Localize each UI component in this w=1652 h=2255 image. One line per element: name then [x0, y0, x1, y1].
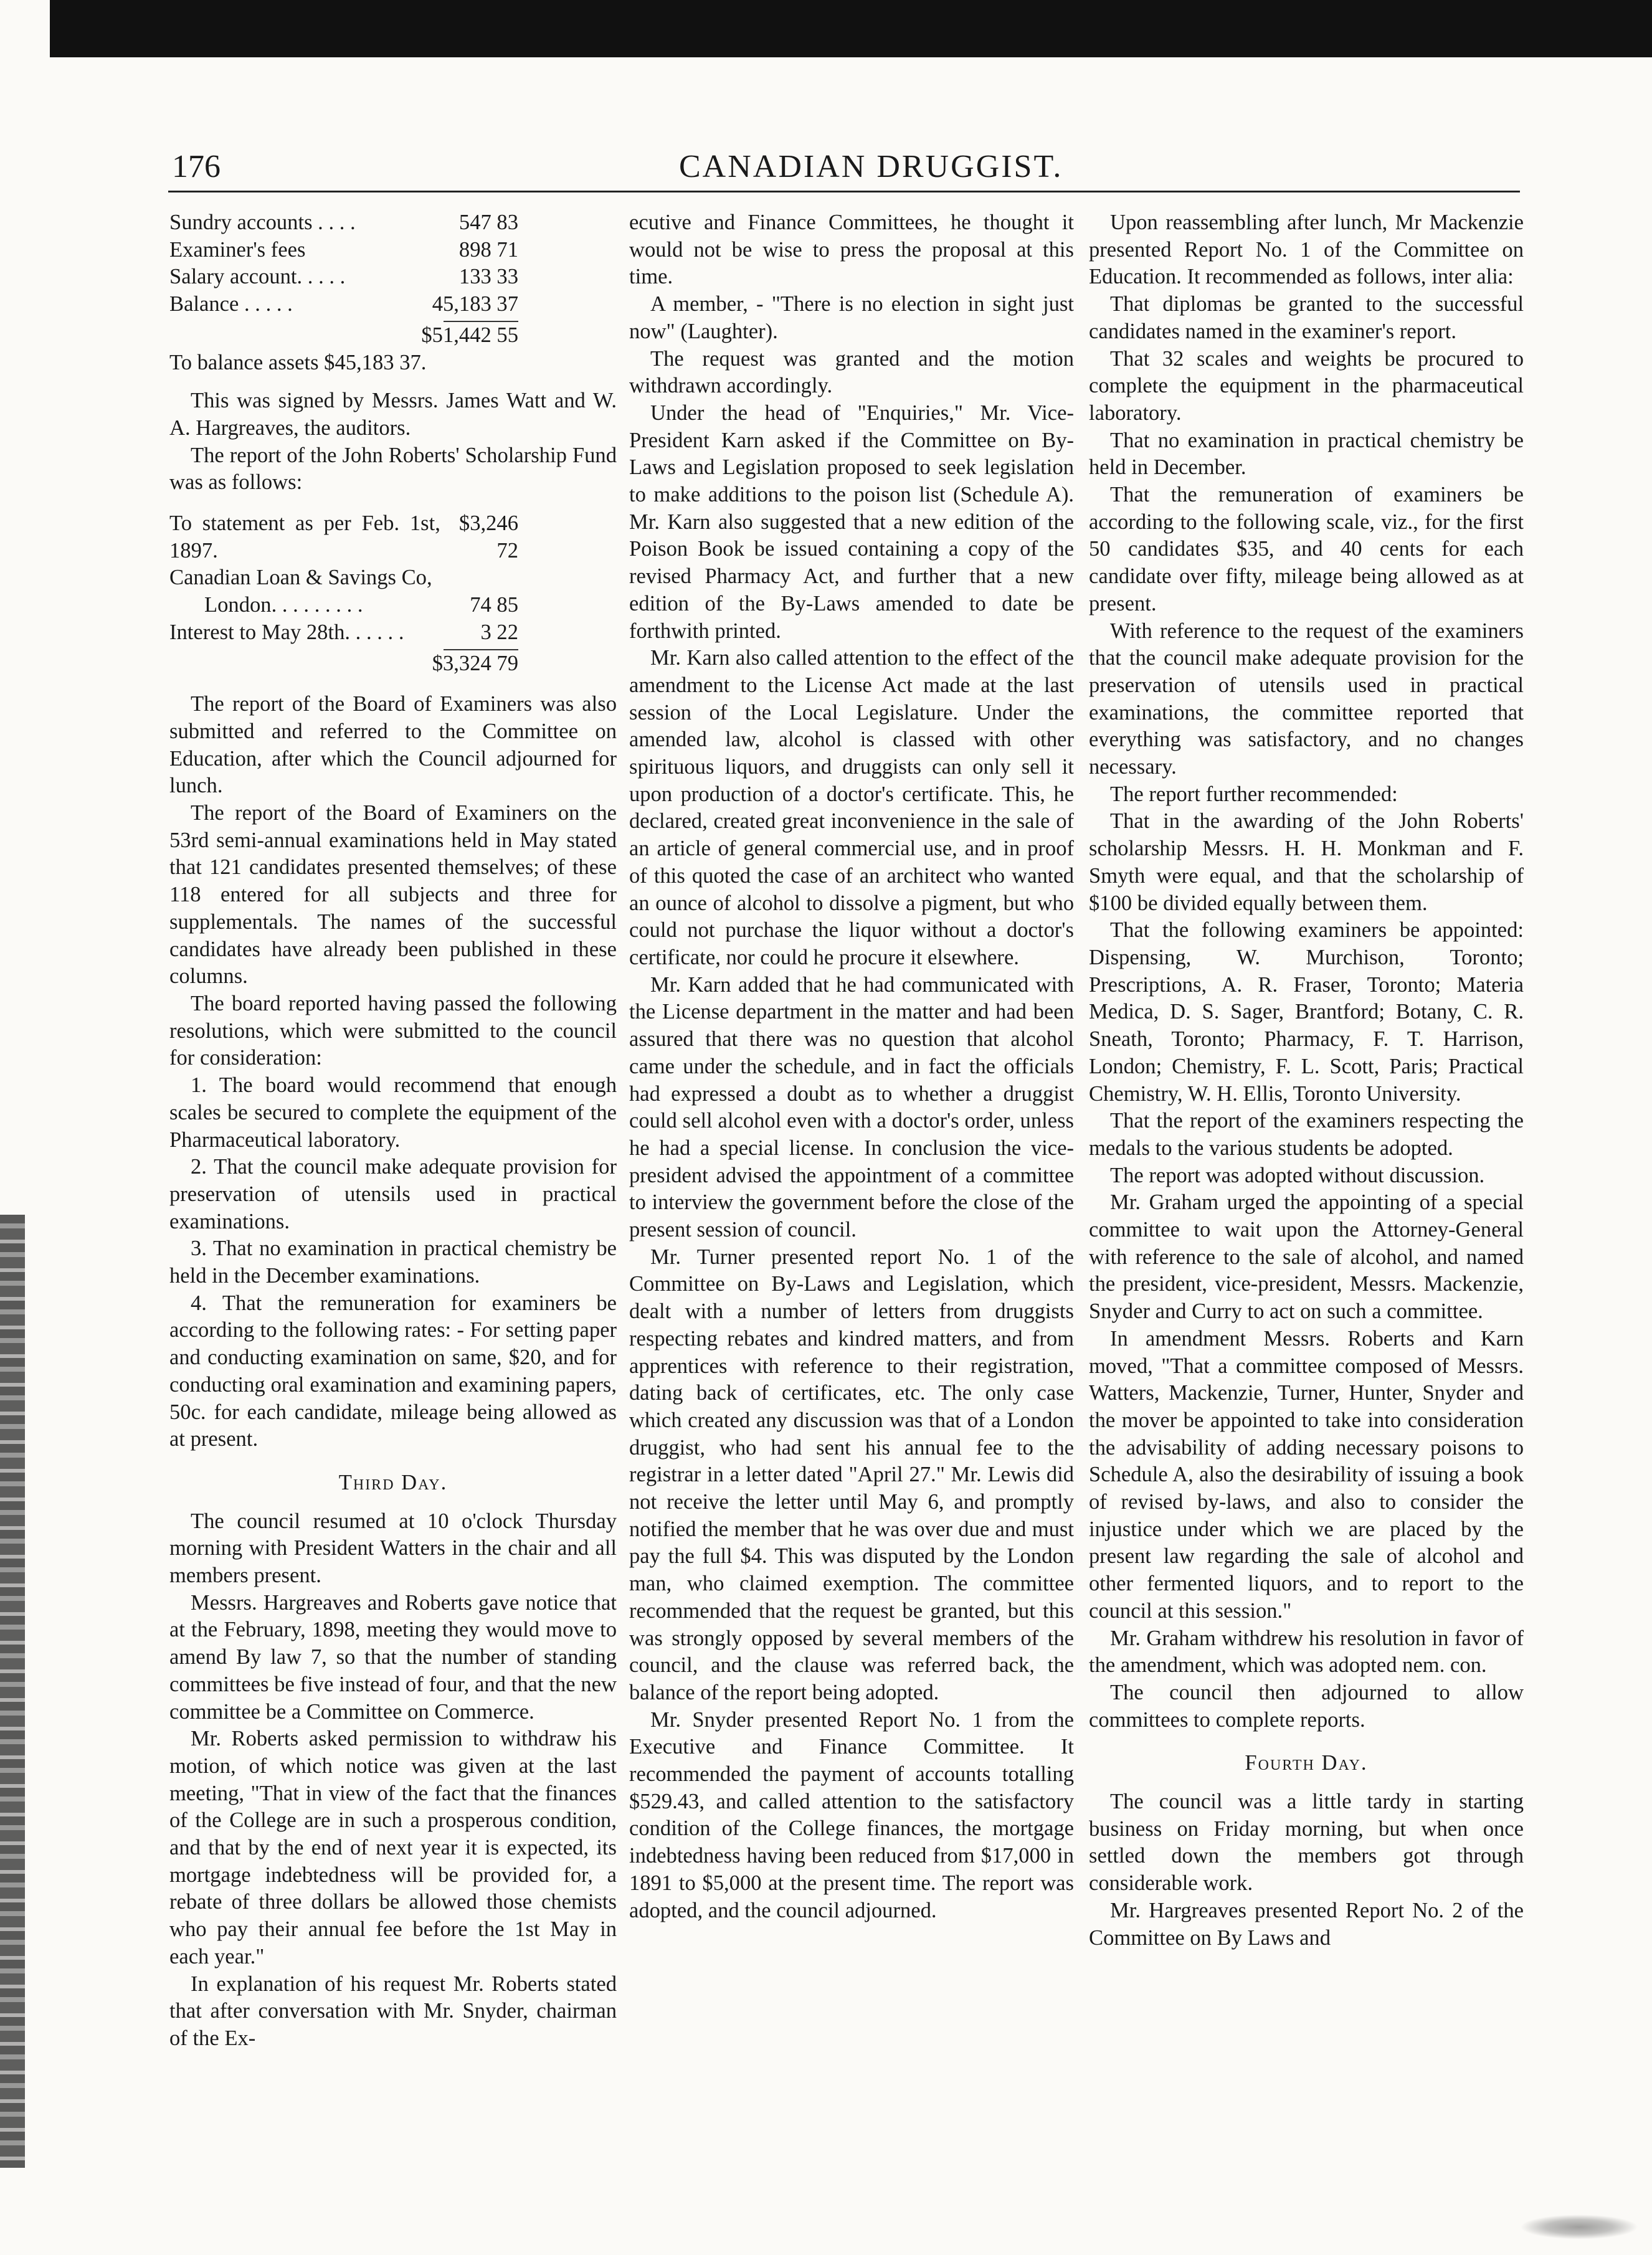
paragraph: With reference to the request of the examiners that the council make adequate provision for the preservation of utensils used in practical examinations, the committee reported that everything was satisfactory, and no changes necessary. [1089, 619, 1524, 779]
account-row: Salary account. . . . . 133 33 [169, 265, 518, 289]
fund-row: To statement as per Feb. 1st, 1897. $3,246 72 [169, 511, 518, 563]
paragraph: ecutive and Finance Committees, he thought it would not be wise to press the proposal at this time. [629, 211, 1074, 289]
fund-row: Canadian Loan & Savings Co, [169, 566, 432, 590]
paragraph: Mr. Turner presented report No. 1 of the Committee on By-Laws and Legislation, which dealt with a number of letters from druggists respecting rebates and kindred matters, and from apprentices with reference to their registration, dating back of certificates, etc. The only case which created any discussion was that of a London druggist, who had sent his annual fee to the registrar in a letter dated "April 27." Mr. Lewis did not receive the letter until May 6, and promptly notified the member that he was over due and must pay the full $4. This was disputed by the London man, who claimed exemption. The committee recommended that the request be granted, but this was strongly opposed by several members of the council, and the clause was referred back, the balance of the report being adopted. [629, 1245, 1074, 1704]
column-middle [629, 209, 1074, 1924]
paragraph: That 32 scales and weights be procured to complete the equipment in the pharmaceutical laboratory. [1089, 346, 1524, 425]
paragraph: 1. The board would recommend that enough scales be secured to complete the equipment of the Pharmaceutical laboratory. [169, 1073, 617, 1152]
paragraph: Mr. Hargreaves presented Report No. 2 of the Committee on By Laws and [1089, 1898, 1524, 1950]
paragraph: 2. That the council make adequate provision for preservation of utensils used in practical examinations. [169, 1155, 617, 1233]
column-right [1089, 209, 1524, 1952]
section-heading-third-day: Third Day. [338, 1470, 448, 1494]
scan-top-border [50, 0, 1652, 57]
paragraph: Mr. Karn also called attention to the effect of the amendment to the License Act made at the last session of the Local Legislature. Under the amended law, alcohol is classed with other spirituous liquors, and druggists can only sell it upon production of a doctor's certificate. This, he declared, created great inconvenience in the sale of an article of general commercial use, and in proof of this quoted the case of an architect who wanted an ounce of alcohol to dissolve a pigment, but who could not purchase the liquor without a doctor's certificate, nor could he procure it elsewhere. [629, 646, 1074, 969]
paragraph: 3. That no examination in practical chemistry be held in the December examinations. [169, 1237, 617, 1288]
paragraph: The board reported having passed the following resolutions, which were submitted to the council for consideration: [169, 991, 617, 1070]
paragraph: That the remuneration of examiners be according to the following scale, viz., for the first 50 candidates $35, and 40 cents for each candidate over fifty, mileage being allowed as at present. [1089, 483, 1524, 615]
paragraph: That no examination in practical chemistry be held in December. [1089, 428, 1524, 480]
paragraph: That the following examiners be appointed: Dispensing, W. Murchison, Toronto; Prescriptions, A. R. Fraser, Toronto; Materia Medica, D. S. Sager, Brantford; Botany, C. R. Sneath, Toronto; Pharmacy, F. T. Harrison, London; Chemistry, F. L. Scott, Paris; Practical Chemistry, W. H. Ellis, Toronto University. [1089, 918, 1524, 1106]
paragraph: The report of the Board of Examiners was also submitted and referred to the Committee on Education, after which the Council adjourned for lunch. [169, 692, 617, 798]
running-title: CANADIAN DRUGGIST. [679, 149, 1063, 184]
paragraph: 4. That the remuneration for examiners be according to the following rates: - For setting paper and conducting examination on same, $20, and for conducting oral examination and examining papers, 50c. for each candidate, mileage being allowed as at present. [169, 1291, 617, 1451]
fund-table [169, 510, 518, 677]
paragraph: Mr. Graham withdrew his resolution in favor of the amendment, which was adopted nem. con. [1089, 1626, 1524, 1678]
paragraph: Mr. Snyder presented Report No. 1 from the Executive and Finance Committee. It recommended the payment of accounts totalling $529.43, and called attention to the satisfactory condition of the College finances, the mortgage indebtedness having been reduced from $17,000 in 1891 to $5,000 at the present time. The report was adopted, and the council adjourned. [629, 1707, 1074, 1922]
paragraph: The report of the Board of Examiners on the 53rd semi-annual examinations held in May stated that 121 candidates presented themselves; of these 118 entered for all subjects and three for supplementals. The names of the successful candidates have already been published in these columns. [169, 801, 617, 989]
fund-row: London. . . . . . . . . 74 85 [204, 593, 518, 617]
paragraph: The report of the John Roberts' Scholarship Fund was as follows: [169, 443, 617, 495]
paragraph: That the report of the examiners respecting the medals to the various students be adopted. [1089, 1109, 1524, 1160]
scan-binding-edge [0, 1215, 25, 2168]
paragraph: This was signed by Messrs. James Watt and W. A. Hargreaves, the auditors. [169, 389, 617, 440]
section-heading-fourth-day: Fourth Day. [1245, 1751, 1368, 1775]
paragraph: Mr. Karn added that he had communicated with the License department in the matter and had been assured that there was no question that alcohol came under the schedule, and in fact the officials had expressed a doubt as to whether a druggist could sell alcohol even with a doctor's order, unless he had a special license. In conclusion the vice-president advised the appointment of a committee to interview the government before the close of the present session of council. [629, 972, 1074, 1242]
paragraph: Messrs. Hargreaves and Roberts gave notice that at the February, 1898, meeting they would move to amend By law 7, so that the number of standing committees be five instead of four, and that the new committee be a Committee on Commerce. [169, 1590, 617, 1724]
scan-smudge [1520, 2215, 1638, 2239]
account-row: Examiner's fees 898 71 [169, 237, 518, 262]
fund-total: $3,324 79 [432, 651, 518, 675]
account-row: Balance . . . . . 45,183 37 [169, 292, 518, 316]
paragraph: The report further recommended: [1110, 782, 1398, 806]
paragraph: The council then adjourned to allow committees to complete reports. [1089, 1680, 1524, 1732]
account-row: Sundry accounts . . . . 547 83 [169, 211, 518, 234]
paragraph: The council resumed at 10 o'clock Thursday morning with President Watters in the chair and all members present. [169, 1509, 617, 1588]
paragraph: In explanation of his request Mr. Roberts stated that after conversation with Mr. Snyder, chairman of the Ex- [169, 1972, 617, 2050]
paragraph: The report was adopted without discussion. [1110, 1163, 1485, 1187]
column-left [169, 209, 617, 2053]
accounts-total: $51,442 55 [421, 323, 518, 347]
paragraph: The council was a little tardy in starting business on Friday morning, but when once settled down the members got through considerable work. [1089, 1790, 1524, 1896]
header-rule [168, 191, 1520, 192]
fund-row: Interest to May 28th. . . . . . 3 22 [169, 620, 518, 644]
page-number: 176 [172, 149, 221, 184]
paragraph: Mr. Roberts asked permission to withdraw his motion, of which notice was given at the last meeting, "That in view of the fact that the finances of the College are in such a prosperous condition, and that by the end of next year it is expected, its mortgage indebtedness will be provided for, a rebate of three dollars be allowed those chemists who pay their annual fee before the 1st May in each year." [169, 1727, 617, 1968]
paragraph: That diplomas be granted to the successful candidates named in the examiner's report. [1089, 292, 1524, 343]
paragraph: That in the awarding of the John Roberts' scholarship Messrs. H. H. Monkman and F. Smyth were equal, and that the scholarship of $100 be divided equally between them. [1089, 809, 1524, 915]
accounts-table [169, 209, 518, 349]
paragraph: Mr. Graham urged the appointing of a special committee to wait upon the Attorney-General with reference to the sale of alcohol, and named the president, vice-president, Messrs. Mackenzie, Snyder and Curry to act on such a committee. [1089, 1190, 1524, 1324]
balance-line: To balance assets $45,183 37. [169, 350, 427, 374]
paragraph: Under the head of "Enquiries," Mr. Vice-President Karn asked if the Committee on By-Laws and Legislation proposed to seek legislation to make additions to the poison list (Schedule A). Mr. Karn also suggested that a new edition of the Poison Book be issued containing a copy of the revised Pharmacy Act, and further that a new edition of the By-Laws amended to date be forthwith printed. [629, 401, 1074, 643]
paragraph: The request was granted and the motion withdrawn accordingly. [629, 346, 1074, 398]
paragraph: Upon reassembling after lunch, Mr Mackenzie presented Report No. 1 of the Committee on Education. It recommended as follows, inter alia: [1089, 211, 1524, 289]
paragraph: In amendment Messrs. Roberts and Karn moved, "That a committee composed of Messrs. Watters, Mackenzie, Turner, Hunter, Snyder and the mover be appointed to take into consideration the advisability of adding necessary poisons to Schedule A, also the desirability of issuing a book of revised by-laws, and also to consider the injustice under which we are placed by the present law regarding the sale of alcohol and other fermented liquors, and to report to the council at this session." [1089, 1326, 1524, 1623]
paragraph: A member, - "There is no election in sight just now" (Laughter). [629, 292, 1074, 343]
